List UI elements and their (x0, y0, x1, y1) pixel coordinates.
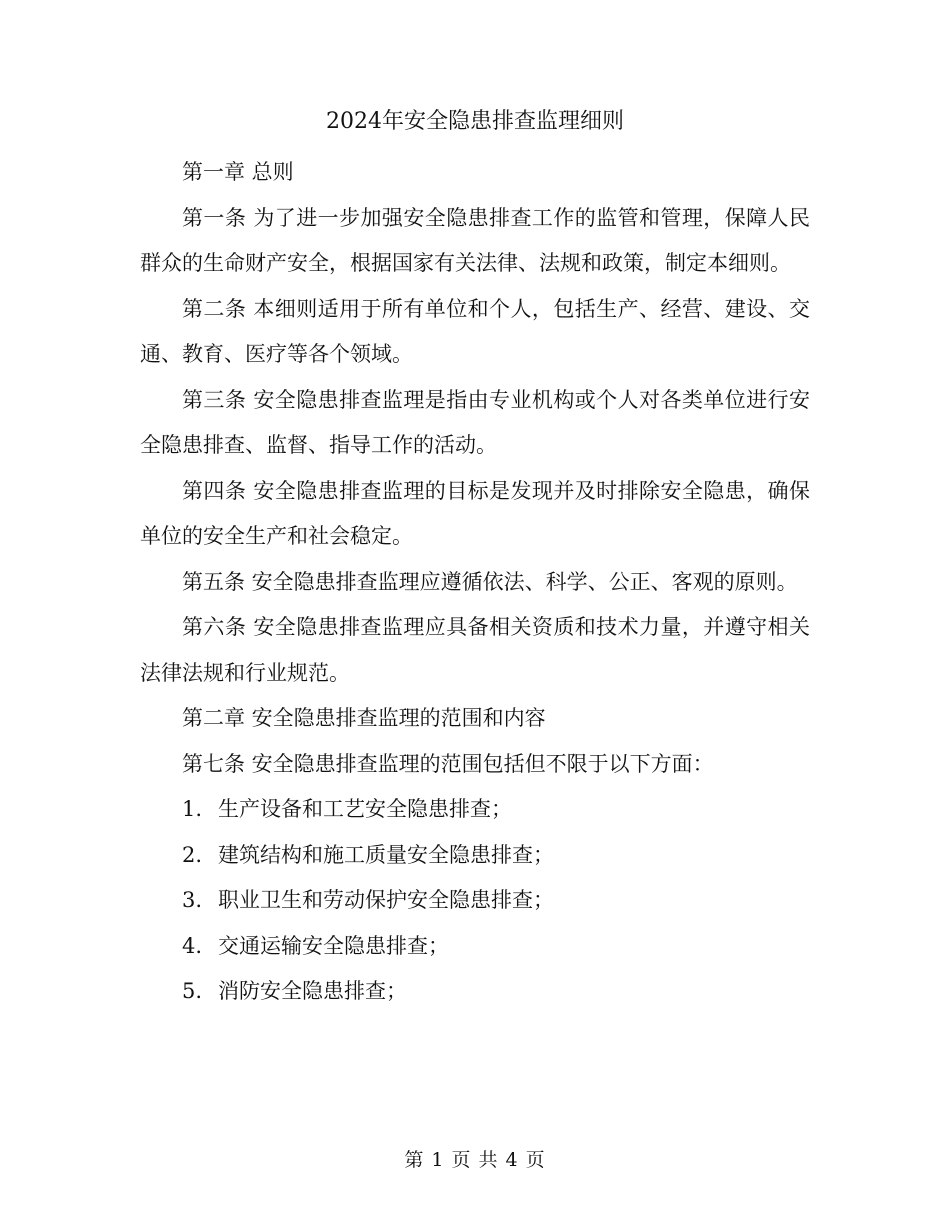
document-body (140, 150, 810, 1015)
list-item-number: 3. (182, 888, 203, 912)
article-paragraph: 第三条 安全隐患排查监理是指由专业机构或个人对各类单位进行安全隐患排查、监督、指导工作的活动。 (140, 387, 810, 457)
article-paragraph: 第一条 为了进一步加强安全隐患排查工作的监管和管理，保障人民群众的生命财产安全，根据国家有关法律、法规和政策，制定本细则。 (140, 205, 810, 275)
article-paragraph: 第五条 安全隐患排查监理应遵循依法、科学、公正、客观的原则。 (182, 569, 798, 594)
list-item-number: 4. (182, 933, 203, 958)
list-item-text: 消防安全隐患排查； (218, 979, 407, 1003)
list-item (140, 833, 810, 879)
article-paragraph: 第六条 安全隐患排查监理应具备相关资质和技术力量，并遵守相关法律法规和行业规范。 (140, 615, 810, 685)
list-item (140, 924, 810, 970)
article-paragraph: 第七条 安全隐患排查监理的范围包括但不限于以下方面： (182, 751, 714, 776)
list-item (140, 878, 810, 924)
list-item-number: 5. (182, 979, 203, 1003)
page-footer: 第 1 页 共 4 页 (404, 1149, 546, 1171)
list-item-text: 建筑结构和施工质量安全隐患排查； (218, 842, 554, 867)
list-item-text: 职业卫生和劳动保护安全隐患排查； (218, 888, 554, 912)
chapter-heading: 第二章 安全隐患排查监理的范围和内容 (182, 706, 546, 730)
list-item (140, 969, 810, 1015)
article-paragraph: 第二条 本细则适用于所有单位和个人，包括生产、经营、建设、交通、教育、医疗等各个领域。 (140, 296, 810, 366)
chapter-heading: 第一章 总则 (182, 160, 294, 184)
article-paragraph: 第四条 安全隐患排查监理的目标是发现并及时排除安全隐患，确保单位的安全生产和社会稳定。 (140, 478, 810, 548)
list-item-number: 1. (182, 797, 203, 821)
list-item-text: 生产设备和工艺安全隐患排查； (218, 797, 512, 821)
document-title: 2024年安全隐患排查监理细则 (326, 109, 624, 134)
list-item (140, 787, 810, 833)
list-item-number: 2. (182, 842, 203, 867)
list-item-text: 交通运输安全隐患排查； (218, 933, 449, 958)
